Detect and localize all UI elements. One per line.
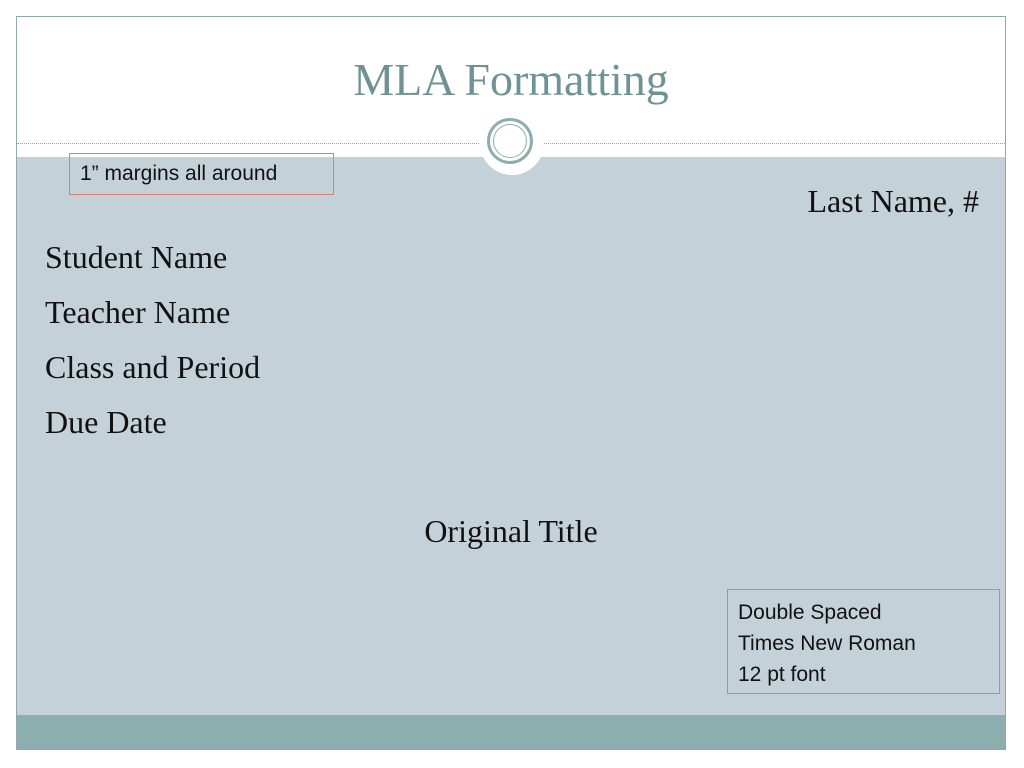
format-note-line-spacing: Double Spaced [738,601,882,624]
slide-title: MLA Formatting [353,54,669,105]
circle-ornament-inner [493,124,527,158]
mla-heading-block [45,237,260,457]
footer-band [17,715,1005,750]
paper-title: Original Title [424,513,598,549]
format-note [727,589,1000,694]
format-note-line-size: 12 pt font [738,663,826,686]
format-note-line-font: Times New Roman [738,632,916,655]
heading-line-student: Student Name [45,239,228,275]
heading-line-date: Due Date [45,404,167,440]
margins-note: 1” margins all around [69,153,334,195]
slide [16,16,1006,750]
last-name-header: Last Name, # [807,183,979,219]
heading-line-class: Class and Period [45,349,261,385]
heading-line-teacher: Teacher Name [45,294,231,330]
